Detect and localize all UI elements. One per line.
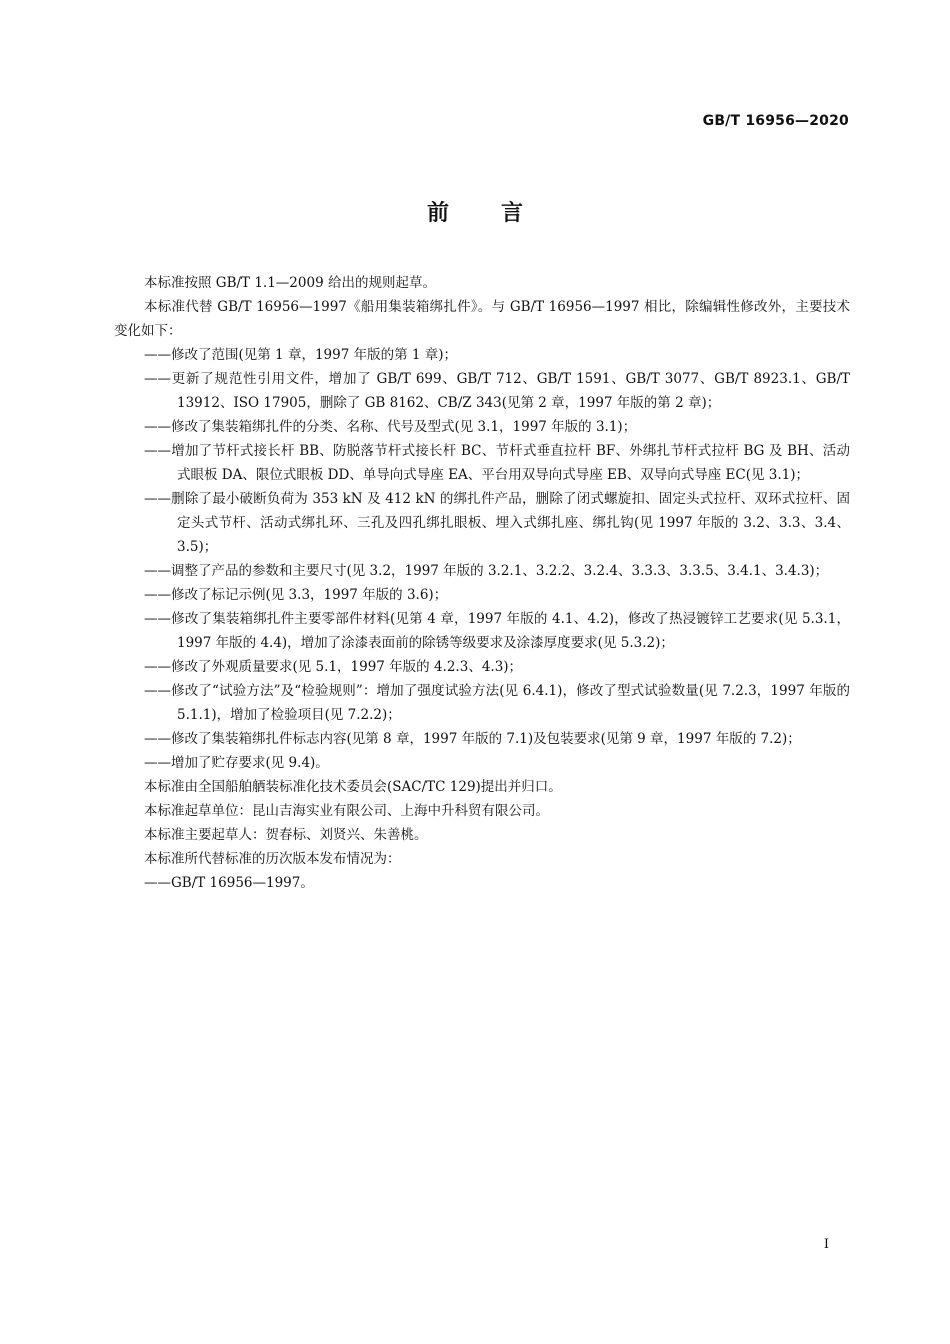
change-item: ——修改了集装箱绑扎件的分类、名称、代号及型式(见 3.1，1997 年版的 3.1)； xyxy=(144,419,637,435)
standard-code: GB/T 16956—2020 xyxy=(702,113,849,129)
change-item: ——修改了外观质量要求(见 5.1，1997 年版的 4.2.3、4.3)； xyxy=(144,659,523,675)
change-item: ——更新了规范性引用文件，增加了 GB/T 699、GB/T 712、GB/T 1591、GB/T 3077、GB/T 8923.1、GB/T 13912、ISO 17905，删除了 GB 8162、CB/Z 343(见第 2 章，1997 年版的第 2 章)； xyxy=(144,371,850,411)
change-item: ——删除了最小破断负荷为 353 kN 及 412 kN 的绑扎件产品，删除了闭式螺旋扣、固定头式拉杆、双环式拉杆、固定头式节杆、活动式绑扎环、三孔及四孔绑扎眼板、埋入式绑扎座、绑扎钩(见 1997 年版的 3.2、3.3、3.4、3.5)； xyxy=(144,491,850,555)
change-item: ——增加了贮存要求(见 9.4)。 xyxy=(144,755,329,771)
change-item: ——修改了“试验方法”及“检验规则”：增加了强度试验方法(见 6.4.1)，修改了型式试验数量(见 7.2.3，1997 年版的 5.1.1)，增加了检验项目(见 7.2.2)； xyxy=(144,683,850,723)
change-item: ——修改了集装箱绑扎件标志内容(见第 8 章，1997 年版的 7.1)及包装要求(见第 9 章，1997 年版的 7.2)； xyxy=(144,731,801,747)
paragraph: 本标准按照 GB/T 1.1—2009 给出的规则起草。 xyxy=(144,275,436,291)
paragraph: 本标准由全国船舶舾装标准化技术委员会(SAC/TC 129)提出并归口。 xyxy=(144,779,562,795)
change-item: ——增加了节杆式接长杆 BB、防脱落节杆式接长杆 BC、节杆式垂直拉杆 BF、外绑扎节杆式拉杆 BG 及 BH、活动式眼板 DA、限位式眼板 DD、单导向式导座 EA、平台用双导向式导座 EB、双导向式导座 EC(见 3.1)； xyxy=(144,443,850,483)
page-number: I xyxy=(823,1237,829,1252)
change-item: ——修改了标记示例(见 3.3，1997 年版的 3.6)； xyxy=(144,587,448,603)
paragraph: 本标准代替 GB/T 16956—1997《船用集装箱绑扎件》。与 GB/T 16956—1997 相比，除编辑性修改外，主要技术变化如下： xyxy=(114,299,850,339)
paragraph: 本标准起草单位：昆山吉海实业有限公司、上海中升科贸有限公司。 xyxy=(144,803,549,819)
change-item: ——修改了集装箱绑扎件主要零部件材料(见第 4 章，1997 年版的 4.1、4.2)，修改了热浸镀锌工艺要求(见 5.3.1，1997 年版的 4.4)，增加了涂漆表面前的除锈等级要求及涂漆厚度要求(见 5.3.2)； xyxy=(144,611,850,651)
change-item: ——调整了产品的参数和主要尺寸(见 3.2，1997 年版的 3.2.1、3.2.2、3.2.4、3.3.3、3.3.5、3.4.1、3.4.3)； xyxy=(144,563,829,579)
paragraph: 本标准所代替标准的历次版本发布情况为： xyxy=(144,851,401,867)
change-item: ——修改了范围(见第 1 章，1997 年版的第 1 章)； xyxy=(144,347,458,363)
foreword-body xyxy=(114,271,850,895)
history-item: ——GB/T 16956—1997。 xyxy=(144,875,314,891)
title-char-2: 言 xyxy=(501,201,524,226)
page-title xyxy=(0,196,950,227)
paragraph: 本标准主要起草人：贺春标、刘贤兴、朱善桃。 xyxy=(144,827,428,843)
title-char-1: 前 xyxy=(426,201,449,226)
